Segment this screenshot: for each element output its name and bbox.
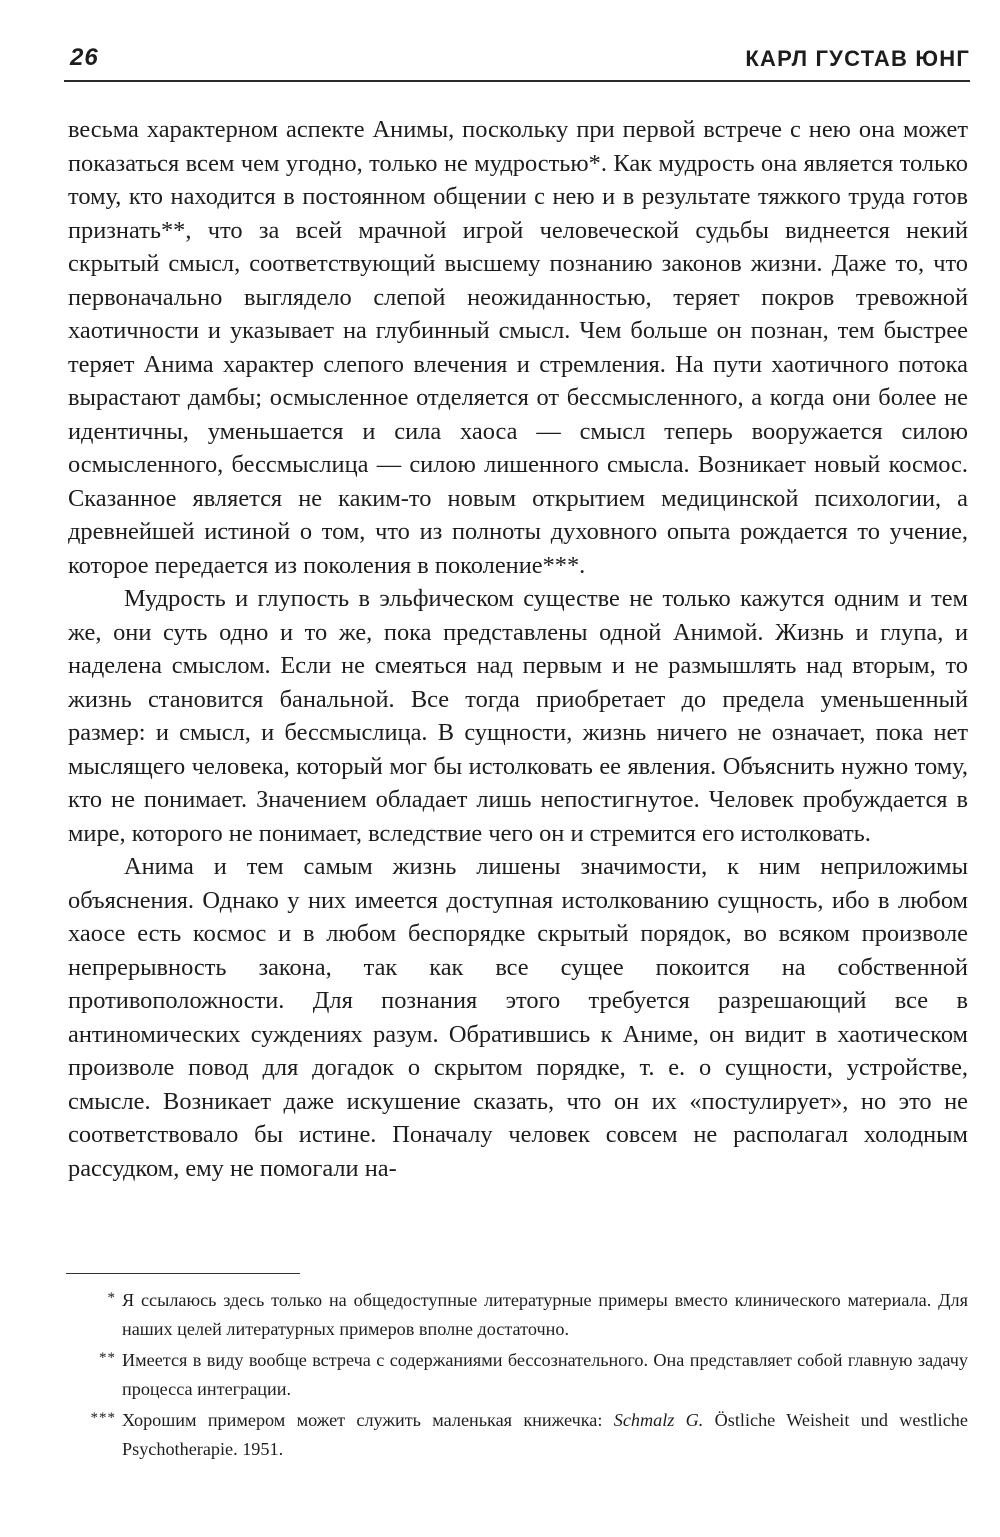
footnote-text-after: Östliche Weisheit und westliche Psychotherapie. 1951.	[122, 1410, 968, 1459]
paragraph-3: Анима и тем самым жизнь лишены значимости, к ним неприложимы объяснения. Однако у них имеется доступная истолкованию сущность, ибо в любом хаосе есть космос и в любом беспорядке скрытый порядок, во всяком произволе непрерывность закона, так как все сущее покоится на собственной противоположности. Для познания этого требуется разрешающий все в антиномических суждениях разум. Обратившись к Аниме, он видит в хаотическом произволе повод для догадок о скрытом порядке, т. е. о сущности, устройстве, смысле. Возникает даже искушение сказать, что он их «постулирует», но это не соответствовало бы истине. Поначалу человек совсем не располагал холодным рассудком, ему не помогали на-	[68, 853, 968, 1182]
running-head	[64, 40, 970, 82]
paragraph-1: весьма характерном аспекте Анимы, поскольку при первой встрече с нею она может показаться всем чем угодно, только не мудростью*. Как мудрость она является только тому, кто находится в постоянном общении с нею и в результате тяжкого труда готов признать**, что за всей мрачной игрой человеческой судьбы виднеется некий скрытый смысл, соответствующий высшему познанию законов жизни. Даже то, что первоначально выглядело слепой неожиданностью, теряет покров тревожной хаотичности и указывает на глубинный смысл. Чем больше он познан, тем быстрее теряет Анима характер слепого влечения и стремления. На пути хаотичного потока вырастают дамбы; осмысленное отделяется от бессмысленного, а когда они более не идентичны, уменьшается и сила хаоса — смысл теперь вооружается силою осмысленного, бессмыслица — силою лишенного смысла. Возникает новый космос. Сказанное является не каким-то новым открытием медицинской психологии, а древнейшей истиной о том, что из полноты духовного опыта рождается то учение, которое передается из поколения в поколение***.	[68, 116, 968, 579]
footnote-3	[68, 1406, 968, 1464]
footnote-marker: ***	[90, 1410, 116, 1426]
footnote-divider	[66, 1273, 300, 1274]
footnote-text: Я ссылаюсь здесь только на общедоступные литературные примеры вместо клинического материала. Для наших целей литературных примеров вполне достаточно.	[122, 1290, 968, 1339]
paragraph-2: Мудрость и глупость в эльфическом существе не только кажутся одним и тем же, они суть одно и то же, пока представлены одной Анимой. Жизнь и глупа, и наделена смыслом. Если не смеяться над первым и не размышлять над вторым, то жизнь становится банальной. Все тогда приобретает до предела уменьшенный размер: и смысл, и бессмыслица. В сущности, жизнь ничего не означает, пока нет мыслящего человека, который мог бы истолковать ее явления. Объяснить нужно тому, кто не понимает. Значением обладает лишь непостигнутое. Человек пробуждается в мире, которого не понимает, вследствие чего он и стремится его истолковать.	[68, 585, 968, 847]
running-head-author: КАРЛ ГУСТАВ ЮНГ	[745, 46, 970, 71]
page-number: 26	[70, 44, 99, 71]
footnote-marker: *	[107, 1290, 116, 1306]
footnote-text: Имеется в виду вообще встреча с содержаниями бессознательного. Она представляет собой главную задачу процесса интеграции.	[122, 1350, 968, 1399]
footnote-2	[68, 1346, 968, 1404]
footnote-1	[68, 1286, 968, 1344]
footnote-author-italic: Schmalz G.	[613, 1410, 704, 1430]
footnotes	[68, 1286, 968, 1466]
body-text	[68, 113, 968, 1185]
footnote-marker: **	[99, 1350, 116, 1366]
footnote-text-before: Хорошим примером может служить маленькая книжечка:	[122, 1410, 614, 1430]
